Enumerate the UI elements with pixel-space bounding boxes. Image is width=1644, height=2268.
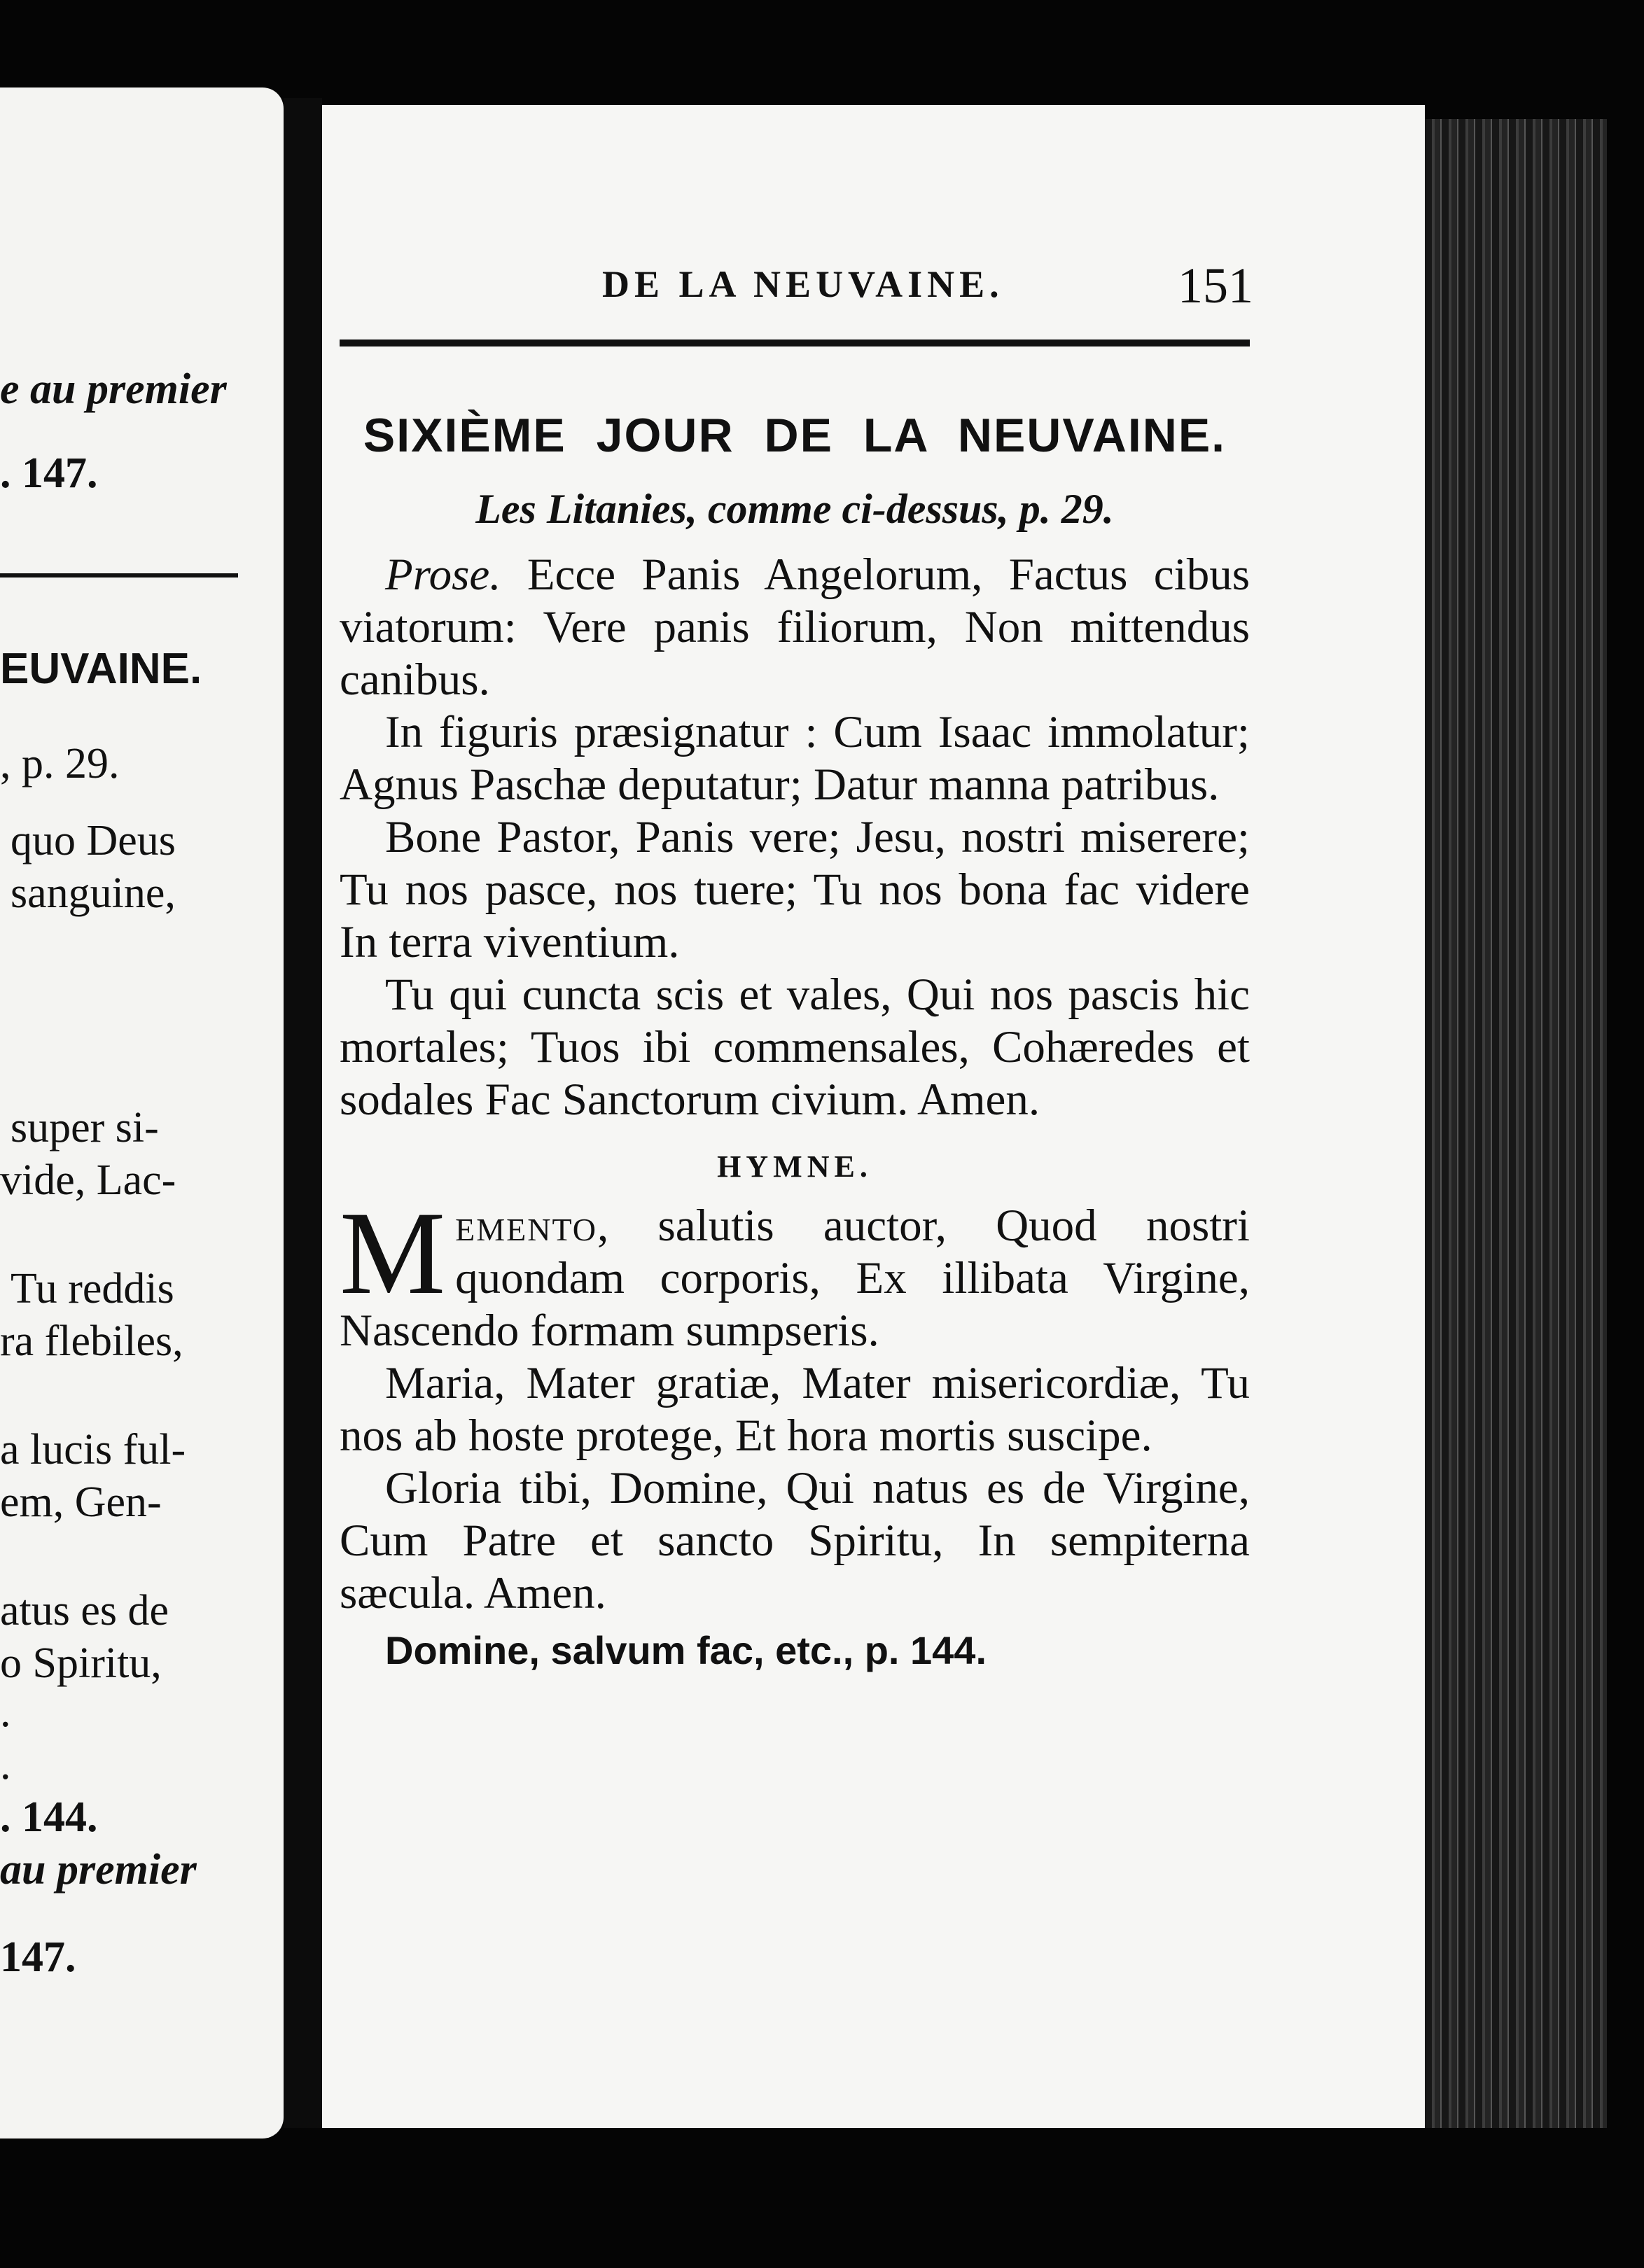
hymn-section (340, 1187, 1250, 1676)
running-title: DE LA NEUVAINE. (602, 263, 1004, 305)
left-fragment: . 144. (0, 1793, 98, 1841)
prose-stanza-text: Ecce Panis Angelorum, Factus cibus viatorum: Vere panis filiorum, Non mittendus canibus. (340, 550, 1250, 705)
hymn-lead-word: emento (455, 1200, 597, 1251)
closing-line: Domine, salvum fac, etc., p. 144. (385, 1628, 987, 1672)
left-fragment: . 147. (0, 449, 98, 497)
left-fragment: atus es de (0, 1587, 169, 1634)
hymn-stanza-text: , salutis auctor, Quod nostri quondam corporis, Ex illibata Virgine, Nascendo formam sumpseris. (340, 1200, 1250, 1356)
prose-stanza: Tu qui cuncta scis et vales, Qui nos pascis hic mortales; Tuos ibi commensales, Cohæredes et sodales Fac Sanctorum civium. Amen. (340, 969, 1250, 1125)
page-edges (1425, 119, 1607, 2128)
left-page (0, 88, 284, 2138)
hymn-stanza (340, 1187, 1250, 1357)
left-fragment: vide, Lac- (0, 1156, 176, 1204)
left-fragment: e au premier (0, 365, 227, 413)
drop-cap: M (340, 1187, 446, 1319)
hymn-stanza: Maria, Mater gratiæ, Mater misericordiæ, Tu nos ab hoste protege, Et hora mortis suscipe. (340, 1358, 1250, 1461)
book-gutter (284, 98, 322, 2128)
header-rule (340, 340, 1250, 346)
page-number: 151 (1178, 258, 1253, 314)
left-fragment: o Spiritu, (0, 1639, 162, 1687)
left-fragment: super si- (11, 1104, 159, 1152)
left-fragment: sanguine, (11, 869, 176, 917)
running-head (340, 258, 1253, 326)
left-fragment: 147. (0, 1933, 76, 1981)
left-fragment: , p. 29. (0, 740, 120, 788)
page-text (340, 258, 1253, 1676)
litanies-note: Les Litanies, comme ci-dessus, p. 29. (475, 486, 1114, 532)
hymn-title: HYMNE. (717, 1149, 872, 1184)
prose-stanza: In figuris præsignatur : Cum Isaac immolatur; Agnus Paschæ deputatur; Datur manna patribus. (340, 707, 1250, 810)
left-fragment: . (0, 1741, 11, 1788)
left-fragment: ra flebiles, (0, 1317, 183, 1365)
left-fragment: em, Gen- (0, 1478, 162, 1526)
left-fragment: . (0, 1688, 11, 1736)
chapter-title: SIXIÈME JOUR DE LA NEUVAINE. (363, 409, 1227, 462)
left-fragment: quo Deus (11, 817, 176, 864)
prose-label: Prose. (385, 550, 501, 600)
prose-stanza (340, 549, 1250, 706)
left-fragment: a lucis ful- (0, 1426, 186, 1474)
left-fragment: Tu reddis (11, 1265, 174, 1312)
left-fragment: au premier (0, 1846, 197, 1893)
hymn-stanza: Gloria tibi, Domine, Qui natus es de Virgine, Cum Patre et sancto Spiritu, In sempiterna sæcula. Amen. (340, 1463, 1250, 1618)
prose-section (340, 549, 1250, 1126)
prose-stanza: Bone Pastor, Panis vere; Jesu, nostri miserere; Tu nos pasce, nos tuere; Tu nos bona fac videre In terra viventium. (340, 812, 1250, 967)
left-fragment: EUVAINE. (0, 645, 202, 693)
left-page-rule (0, 573, 238, 578)
